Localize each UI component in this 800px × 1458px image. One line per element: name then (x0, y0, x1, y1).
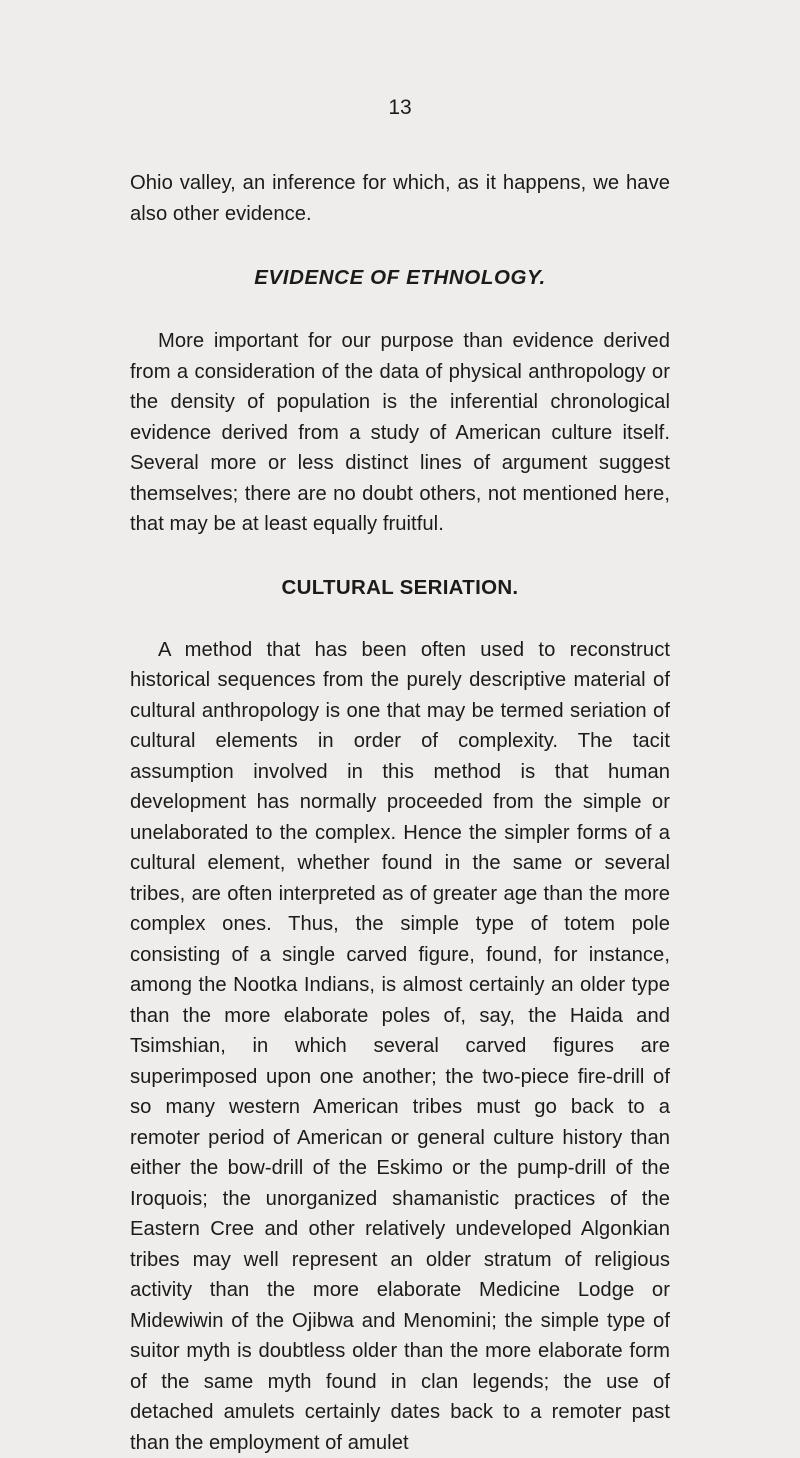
paragraph-ethnology: More important for our purpose than evidence derived from a consideration of the data of physical anthropology or the density of population is the inferential chronological evidence derived from a study of American culture itself. Several more or less distinct lines of argument suggest themselves; there are no doubt others, not mentioned here, that may be at least equally fruitful. (130, 326, 670, 540)
section-heading-seriation: CULTURAL SERIATION. (130, 573, 670, 603)
paragraph-continuation: Ohio valley, an inference for which, as it happens, we have also other evidence. (130, 168, 670, 229)
section-heading-ethnology: EVIDENCE OF ETHNOLOGY. (130, 263, 670, 293)
paragraph-seriation: A method that has been often used to reconstruct historical sequences from the purely descriptive material of cultural anthropology is one that may be termed seriation of cultural elements in order of complexity. The tacit assumption involved in this method is that human development has normally proceeded from the simple or unelaborated to the complex. Hence the simpler forms of a cultural element, whether found in the same or several tribes, are often interpreted as of greater age than the more complex ones. Thus, the simple type of totem pole consisting of a single carved figure, found, for instance, among the Nootka Indians, is almost certainly an older type than the more elaborate poles of, say, the Haida and Tsimshian, in which several carved figures are superimposed upon one another; the two-piece fire-drill of so many western American tribes must go back to a remoter period of American or general culture history than either the bow-drill of the Eskimo or the pump-drill of the Iroquois; the unorganized shamanistic practices of the Eastern Cree and other relatively undeveloped Algonkian tribes may well represent an older stratum of religious activity than the more elaborate Medicine Lodge or Midewiwin of the Ojibwa and Menomini; the simple type of suitor myth is doubtless older than the more elaborate form of the same myth found in clan legends; the use of detached amulets certainly dates back to a remoter past than the employment of amulet (130, 635, 670, 1458)
body-text (130, 168, 670, 1458)
page-number: 13 (0, 95, 800, 121)
